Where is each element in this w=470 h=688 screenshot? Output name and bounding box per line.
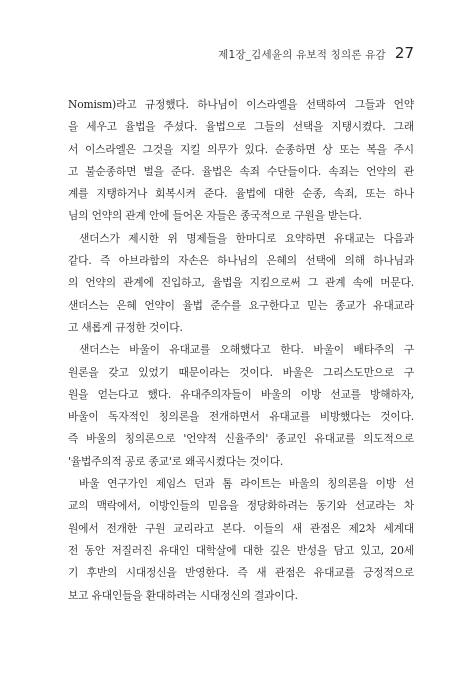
text-line: 바울이 독자적인 칭의론을 전개하면서 유대교를 비방했다는 것이다. [68,410,414,424]
text-line: 원에서 전개한 구원 교리라고 본다. 이들의 새 관점은 제2차 세계대 [68,521,414,535]
body-text [68,94,414,607]
text-line: Nomism)라고 규정했다. 하나님이 이스라엘을 선택하여 그들과 언약 [68,98,414,111]
text-line: 고 새롭게 규정한 것이다. [68,320,183,334]
text-line: 샌더스는 바울이 유대교를 오해했다고 한다. 바울이 배타주의 구 [79,343,414,357]
text-line: 기 후반의 시대정신을 반영한다. 즉 새 관점은 유대교를 긍정적으로 [68,566,414,580]
text-line: 계를 지탱하거나 회복시켜 준다. 율법에 대한 순종, 속죄, 또는 하나 [68,187,414,201]
text-line: 원론을 갖고 있었기 때문이라는 것이다. 바울은 그리스도만으로 구 [68,365,414,379]
text-line: 샌더스는 은혜 언약이 율법 준수를 요구한다고 믿는 종교가 유대교라 [68,298,414,312]
text-line: '율법주의적 공로 종교'로 왜곡시켰다는 것이다. [68,454,284,468]
chapter-title: 제1장_김세윤의 유보적 칭의론 유감 [218,49,386,61]
text-line: 샌더스가 제시한 위 명제들을 한마디로 요약하면 유대교는 다음과 [79,231,414,245]
text-line: 서 이스라엘은 그것을 지킬 의무가 있다. 순종하면 상 또는 복을 주시 [68,142,414,156]
text-line: 바울 연구가인 제임스 던과 톰 라이트는 바울의 칭의론을 이방 선 [79,477,414,491]
text-line: 을 세우고 율법을 주셨다. 율법으로 그들의 선택을 지탱시켰다. 그래 [68,120,414,134]
text-line: 즉 바울의 칭의론으로 '언약적 신율주의' 종교인 유대교를 의도적으로 [68,432,414,446]
text-line: 원을 얻는다고 했다. 유대주의자들이 바울의 이방 선교를 방해하자, [68,387,414,401]
running-header [218,44,414,62]
text-line: 같다. 즉 아브라함의 자손은 하나님의 은혜의 선택에 의해 하나님과 [68,254,414,268]
text-line: 의 언약의 관계에 진입하고, 율법을 지킴으로써 그 관계 속에 머문다. [68,276,414,290]
text-line: 보고 유대인들을 환대하려는 시대정신의 결과이다. [68,588,298,602]
text-line: 전 동안 저질러진 유대인 대학살에 대한 깊은 반성을 담고 있고, 20세 [68,543,414,557]
text-line: 님의 언약의 관계 안에 들어온 자들은 종국적으로 구원을 받는다. [68,209,362,223]
text-line: 교의 맥락에서, 이방인들의 믿음을 정당화하려는 동기와 선교라는 차 [68,499,414,513]
page-number: 27 [394,44,414,62]
text-line: 고 불순종하면 벌을 준다. 율법은 속죄 수단들이다. 속죄는 언약의 관 [68,164,414,178]
